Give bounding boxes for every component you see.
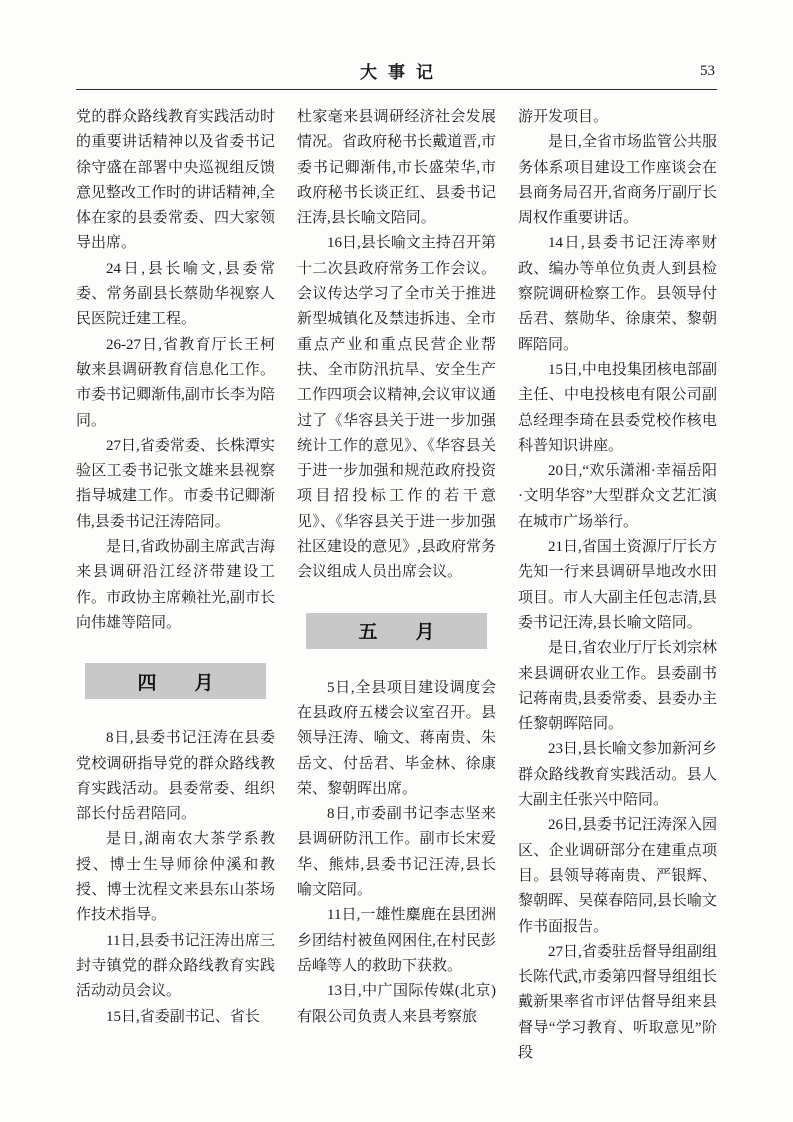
section-header: 五 月 xyxy=(306,613,487,649)
paragraph: 5日,全县项目建设调度会在县政府五楼会议室召开。县领导汪涛、喻文、蒋南贵、朱岳文、付岳君、毕金林、徐康荣、黎朝晖出席。 xyxy=(297,679,496,797)
paragraph: 21日,省国土资源厅厅长方先知一行来县调研旱地改水田项目。市人大副主任包志清,县委书记汪涛,县长喻文陪同。 xyxy=(518,539,717,631)
paragraph: 27日,省委驻岳督导组副组长陈代武,市委第四督导组组长戴新果率省市评估督导组来县督导“学习教育、听取意见”阶段 xyxy=(518,943,717,1061)
column-middle xyxy=(297,105,496,1066)
paragraph: 15日,中电投集团核电部副主任、中电投核电有限公司副总经理李琦在县委党校作核电科普知识讲座。 xyxy=(518,361,717,454)
paragraph: 13日,中广国际传媒(北京)有限公司负责人来县考察旅 xyxy=(297,983,496,1025)
paragraph: 14日,县委书记汪涛率财政、编办等单位负责人到县检察院调研检察工作。县领导付岳君、蔡勋华、徐康荣、黎朝晖陪同。 xyxy=(518,235,717,353)
paragraph: 是日,省农业厅厅长刘宗林来县调研农业工作。县委副书记蒋南贵,县委常委、县委办主任黎朝晖陪同。 xyxy=(518,640,717,733)
text-columns xyxy=(76,90,717,1066)
column-left xyxy=(76,105,275,1066)
paragraph: 16日,县长喻文主持召开第十二次县政府常务工作会议。会议传达学习了全市关于推进新型城镇化及禁违拆违、全市重点产业和重点民营企业帮扶、全市防汛抗旱、安全生产工作四项会议精神,会议审议通过了《华容县关于进一步加强统计工作的意见》、《华容县关于进一步加强和规范政府投资项目招投标工作的若干意见》、《华容县关于进一步加强社区建设的意见》,县政府常务会议组成人员出席会议。 xyxy=(297,235,496,581)
paragraph: 11日,一雄性麋鹿在县团洲乡团结村被鱼网困住,在村民彭岳峰等人的救助下获救。 xyxy=(297,907,496,974)
section-header: 四 月 xyxy=(85,663,266,699)
page-number: 53 xyxy=(700,63,715,79)
paragraph: 11日,县委书记汪涛出席三封寺镇党的群众路线教育实践活动动员会议。 xyxy=(76,932,275,1000)
paragraph: 26日,县委书记汪涛深入园区、企业调研部分在建重点项目。县领导蒋南贵、严银辉、黎朝晖、吴葆春陪同,县长喻文作书面报告。 xyxy=(518,817,717,935)
paragraph: 8日,市委副书记李志坚来县调研防汛工作。副市长宋爱华、熊炜,县委书记汪涛,县长喻文陪同。 xyxy=(297,806,496,899)
paragraph: 8日,县委书记汪涛在县委党校调研指导党的群众路线教育实践活动。县委常委、组织部长付岳君陪同。 xyxy=(76,730,275,823)
paragraph: 党的群众路线教育实践活动时的重要讲话精神以及省委书记徐守盛在部署中央巡视组反馈意见整改工作时的讲话精神,全体在家的县委常委、四大家领导出席。 xyxy=(76,109,275,252)
paragraph: 15日,省委副书记、省长 xyxy=(106,1008,260,1025)
paragraph: 是日,全省市场监管公共服务体系项目建设工作座谈会在县商务局召开,省商务厅副厅长周权作重要讲话。 xyxy=(518,134,717,227)
paragraph: 24日,县长喻文,县委常委、常务副县长蔡勋华视察人民医院迁建工程。 xyxy=(76,260,275,328)
paragraph: 是日,湖南农大茶学系教授、博士生导师徐仲溪和教授、博士沈程文来县东山茶场作技术指导。 xyxy=(76,831,275,924)
paragraph: 27日,省委常委、长株潭实验区工委书记张文雄来县视察指导城建工作。市委书记卿渐伟,县委书记汪涛陪同。 xyxy=(76,437,275,530)
paragraph: 20日,“欢乐潇湘·幸福岳阳·文明华容”大型群众文艺汇演在城市广场举行。 xyxy=(518,463,717,530)
column-right xyxy=(518,105,717,1066)
paragraph: 23日,县长喻文参加新河乡群众路线教育实践活动。县人大副主任张兴中陪同。 xyxy=(518,741,717,809)
page-header xyxy=(76,62,717,86)
paragraph: 是日,省政协副主席武吉海来县调研沿江经济带建设工作。市政协主席赖社光,副市长向伟雄等陪同。 xyxy=(76,539,275,631)
page-title: 大事记 xyxy=(359,63,445,82)
paragraph: 杜家毫来县调研经济社会发展情况。省政府秘书长戴道晋,市委书记卿渐伟,市长盛荣华,市政府秘书长谈正红、县委书记汪涛,县长喻文陪同。 xyxy=(297,109,496,227)
paragraph: 26-27日,省教育厅长王柯敏来县调研教育信息化工作。市委书记卿渐伟,副市长李为陪同。 xyxy=(76,336,275,429)
paragraph: 游开发项目。 xyxy=(518,109,609,125)
